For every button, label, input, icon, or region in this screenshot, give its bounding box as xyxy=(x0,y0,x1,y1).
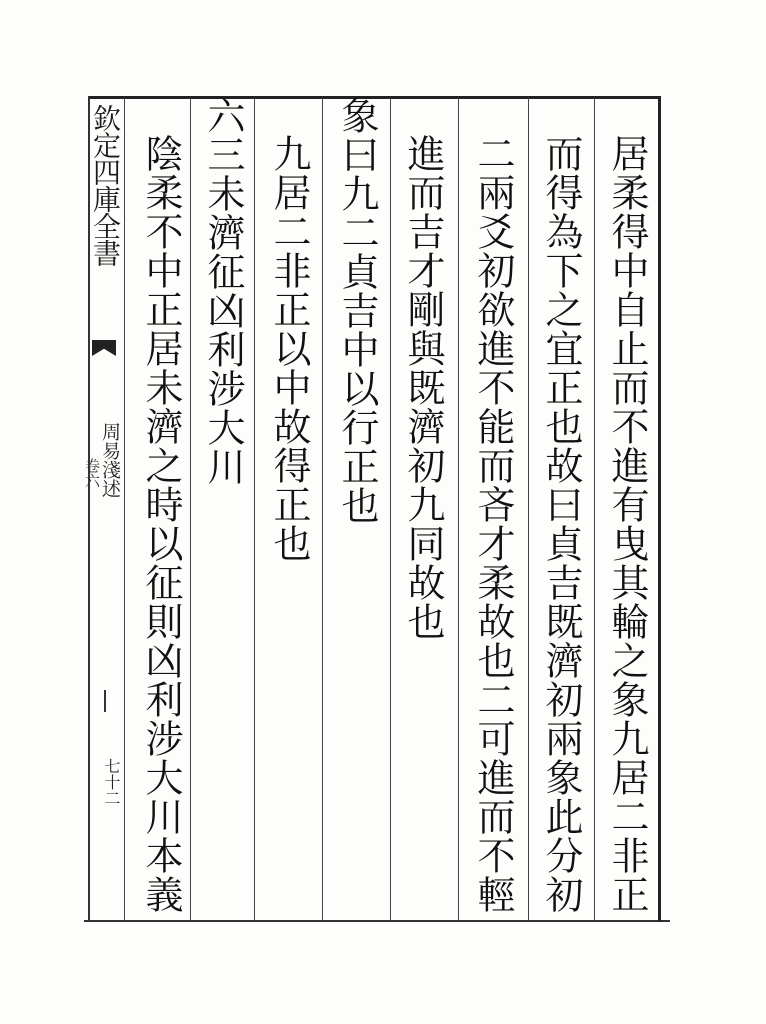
text-column-2: 而得為下之宜正也故曰貞吉既濟初兩象此分初 xyxy=(539,134,583,914)
column-rule xyxy=(190,98,191,920)
column-rule xyxy=(390,98,391,920)
margin-divider xyxy=(104,690,106,712)
text-column-6: 九居二非正以中故得正也 xyxy=(267,134,311,563)
column-rule xyxy=(322,98,323,920)
text-column-3: 二兩爻初欲進不能而吝才柔故也二可進而不輕 xyxy=(471,134,515,914)
margin-book-title: 周易淺述 xyxy=(99,422,121,498)
margin-page-number: 七十二 xyxy=(102,758,121,806)
column-rule xyxy=(594,98,595,920)
margin-series-title: 欽定四庫全書 xyxy=(89,104,122,266)
column-rule xyxy=(458,98,459,920)
column-rule xyxy=(254,98,255,920)
text-column-1: 居柔得中自止而不進有曳其輪之象九居二非正 xyxy=(605,134,649,914)
column-rule xyxy=(528,98,529,920)
margin-volume: 卷六 xyxy=(83,458,101,488)
frame-right-border xyxy=(658,96,661,922)
column-rule xyxy=(124,98,125,920)
fishtail-mark-icon xyxy=(92,340,116,356)
text-column-4: 進而吉才剛與既濟初九同故也 xyxy=(401,134,445,641)
text-column-5: 象曰九二貞吉中以行正也 xyxy=(335,96,379,525)
text-column-8: 陰柔不中正居未濟之時以征則凶利涉大川本義 xyxy=(139,134,183,914)
text-column-7: 六三未濟征凶利涉大川 xyxy=(201,96,245,486)
